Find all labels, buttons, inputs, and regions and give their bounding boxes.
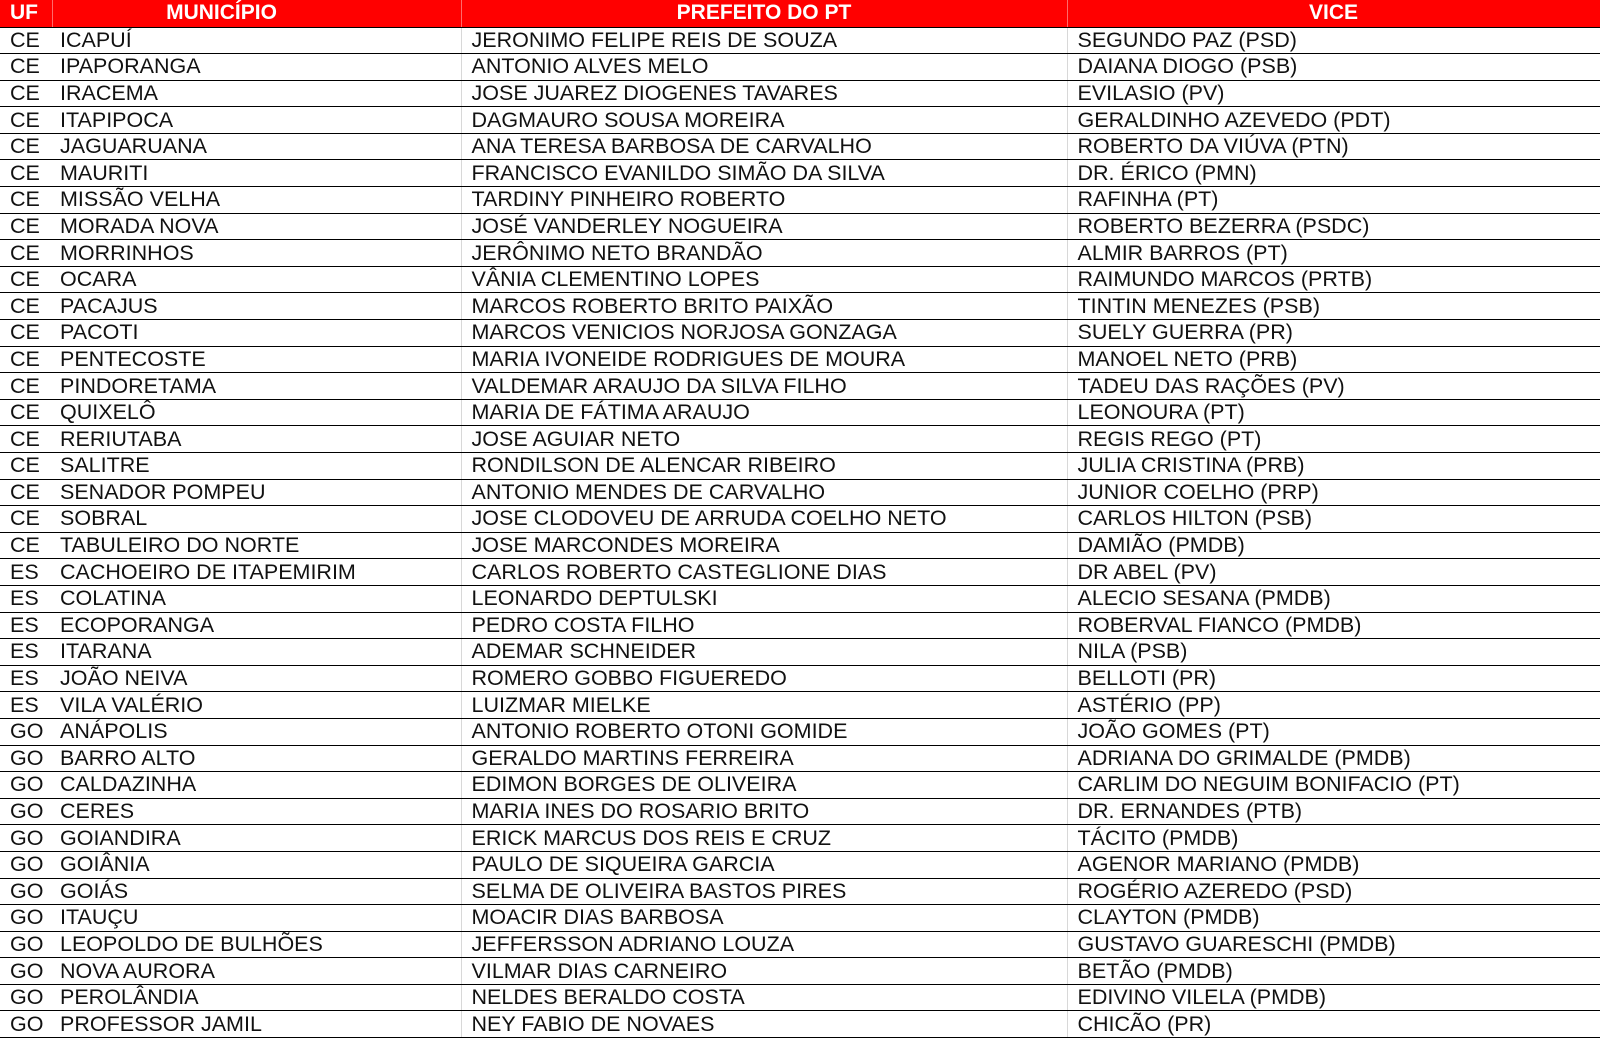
cell-uf: CE bbox=[0, 160, 52, 187]
cell-prefeito: MARIA IVONEIDE RODRIGUES DE MOURA bbox=[461, 346, 1067, 373]
table-row bbox=[0, 878, 1600, 905]
cell-prefeito: JOSE AGUIAR NETO bbox=[461, 426, 1067, 453]
table-row bbox=[0, 426, 1600, 453]
cell-vice: DR. ERNANDES (PTB) bbox=[1067, 798, 1600, 825]
cell-uf: CE bbox=[0, 27, 52, 54]
cell-vice: TÁCITO (PMDB) bbox=[1067, 825, 1600, 852]
table-body bbox=[0, 27, 1600, 1038]
table-row bbox=[0, 320, 1600, 347]
cell-uf: GO bbox=[0, 905, 52, 932]
cell-uf: CE bbox=[0, 266, 52, 293]
cell-vice: JOÃO GOMES (PT) bbox=[1067, 718, 1600, 745]
cell-uf: CE bbox=[0, 107, 52, 134]
table-row bbox=[0, 27, 1600, 54]
table-row bbox=[0, 692, 1600, 719]
cell-vice: DR. ÉRICO (PMN) bbox=[1067, 160, 1600, 187]
cell-municipio: MAURITI bbox=[52, 160, 461, 187]
table-row bbox=[0, 532, 1600, 559]
cell-vice: NILA (PSB) bbox=[1067, 639, 1600, 666]
cell-uf: GO bbox=[0, 772, 52, 799]
header-municipio: MUNICÍPIO bbox=[52, 0, 461, 27]
cell-municipio: VILA VALÉRIO bbox=[52, 692, 461, 719]
cell-vice: JULIA CRISTINA (PRB) bbox=[1067, 453, 1600, 480]
cell-prefeito: EDIMON BORGES DE OLIVEIRA bbox=[461, 772, 1067, 799]
cell-municipio: CACHOEIRO DE ITAPEMIRIM bbox=[52, 559, 461, 586]
cell-uf: GO bbox=[0, 798, 52, 825]
table-row bbox=[0, 506, 1600, 533]
table-row bbox=[0, 825, 1600, 852]
table-row bbox=[0, 187, 1600, 214]
cell-municipio: MISSÃO VELHA bbox=[52, 187, 461, 214]
table-row bbox=[0, 346, 1600, 373]
cell-prefeito: VALDEMAR ARAUJO DA SILVA FILHO bbox=[461, 373, 1067, 400]
table-row bbox=[0, 133, 1600, 160]
cell-uf: CE bbox=[0, 373, 52, 400]
cell-prefeito: JERÔNIMO NETO BRANDÃO bbox=[461, 240, 1067, 267]
cell-municipio: OCARA bbox=[52, 266, 461, 293]
cell-uf: ES bbox=[0, 585, 52, 612]
cell-prefeito: PEDRO COSTA FILHO bbox=[461, 612, 1067, 639]
cell-municipio: JAGUARUANA bbox=[52, 133, 461, 160]
cell-municipio: PEROLÂNDIA bbox=[52, 984, 461, 1011]
cell-prefeito: CARLOS ROBERTO CASTEGLIONE DIAS bbox=[461, 559, 1067, 586]
cell-prefeito: ANTONIO ROBERTO OTONI GOMIDE bbox=[461, 718, 1067, 745]
cell-uf: GO bbox=[0, 851, 52, 878]
table-row bbox=[0, 160, 1600, 187]
table-row bbox=[0, 718, 1600, 745]
cell-municipio: ANÁPOLIS bbox=[52, 718, 461, 745]
cell-prefeito: NEY FABIO DE NOVAES bbox=[461, 1011, 1067, 1038]
cell-prefeito: LEONARDO DEPTULSKI bbox=[461, 585, 1067, 612]
cell-vice: REGIS REGO (PT) bbox=[1067, 426, 1600, 453]
cell-vice: ADRIANA DO GRIMALDE (PMDB) bbox=[1067, 745, 1600, 772]
cell-uf: CE bbox=[0, 506, 52, 533]
table-row bbox=[0, 665, 1600, 692]
cell-prefeito: PAULO DE SIQUEIRA GARCIA bbox=[461, 851, 1067, 878]
table-row bbox=[0, 612, 1600, 639]
cell-prefeito: JERONIMO FELIPE REIS DE SOUZA bbox=[461, 27, 1067, 54]
table-row bbox=[0, 639, 1600, 666]
cell-municipio: GOIÂNIA bbox=[52, 851, 461, 878]
cell-prefeito: JOSE CLODOVEU DE ARRUDA COELHO NETO bbox=[461, 506, 1067, 533]
table-row bbox=[0, 798, 1600, 825]
cell-uf: ES bbox=[0, 692, 52, 719]
cell-prefeito: ERICK MARCUS DOS REIS E CRUZ bbox=[461, 825, 1067, 852]
cell-vice: ROBERVAL FIANCO (PMDB) bbox=[1067, 612, 1600, 639]
cell-prefeito: FRANCISCO EVANILDO SIMÃO DA SILVA bbox=[461, 160, 1067, 187]
cell-uf: GO bbox=[0, 745, 52, 772]
cell-uf: CE bbox=[0, 133, 52, 160]
cell-vice: BETÃO (PMDB) bbox=[1067, 958, 1600, 985]
cell-municipio: ITAPIPOCA bbox=[52, 107, 461, 134]
table-row bbox=[0, 851, 1600, 878]
cell-vice: DAMIÃO (PMDB) bbox=[1067, 532, 1600, 559]
cell-municipio: JOÃO NEIVA bbox=[52, 665, 461, 692]
cell-municipio: ITARANA bbox=[52, 639, 461, 666]
cell-prefeito: MOACIR DIAS BARBOSA bbox=[461, 905, 1067, 932]
header-uf: UF bbox=[0, 0, 52, 27]
table-row bbox=[0, 958, 1600, 985]
cell-prefeito: MARCOS ROBERTO BRITO PAIXÃO bbox=[461, 293, 1067, 320]
cell-uf: GO bbox=[0, 718, 52, 745]
cell-uf: CE bbox=[0, 187, 52, 214]
cell-municipio: PINDORETAMA bbox=[52, 373, 461, 400]
cell-uf: ES bbox=[0, 612, 52, 639]
cell-vice: EDIVINO VILELA (PMDB) bbox=[1067, 984, 1600, 1011]
table-row bbox=[0, 745, 1600, 772]
cell-municipio: LEOPOLDO DE BULHÕES bbox=[52, 931, 461, 958]
cell-uf: ES bbox=[0, 559, 52, 586]
cell-vice: GERALDINHO AZEVEDO (PDT) bbox=[1067, 107, 1600, 134]
cell-prefeito: JOSE MARCONDES MOREIRA bbox=[461, 532, 1067, 559]
cell-prefeito: DAGMAURO SOUSA MOREIRA bbox=[461, 107, 1067, 134]
cell-vice: CARLIM DO NEGUIM BONIFACIO (PT) bbox=[1067, 772, 1600, 799]
cell-municipio: CERES bbox=[52, 798, 461, 825]
cell-vice: CHICÃO (PR) bbox=[1067, 1011, 1600, 1038]
cell-vice: BELLOTI (PR) bbox=[1067, 665, 1600, 692]
cell-municipio: QUIXELÔ bbox=[52, 399, 461, 426]
cell-municipio: PENTECOSTE bbox=[52, 346, 461, 373]
cell-vice: ROGÉRIO AZEREDO (PSD) bbox=[1067, 878, 1600, 905]
cell-vice: EVILASIO (PV) bbox=[1067, 80, 1600, 107]
cell-vice: MANOEL NETO (PRB) bbox=[1067, 346, 1600, 373]
cell-prefeito: TARDINY PINHEIRO ROBERTO bbox=[461, 187, 1067, 214]
cell-prefeito: VÂNIA CLEMENTINO LOPES bbox=[461, 266, 1067, 293]
header-prefeito: PREFEITO DO PT bbox=[461, 0, 1067, 27]
cell-prefeito: ANA TERESA BARBOSA DE CARVALHO bbox=[461, 133, 1067, 160]
cell-municipio: SOBRAL bbox=[52, 506, 461, 533]
cell-uf: GO bbox=[0, 1011, 52, 1038]
table-row bbox=[0, 1011, 1600, 1038]
table-row bbox=[0, 266, 1600, 293]
cell-vice: GUSTAVO GUARESCHI (PMDB) bbox=[1067, 931, 1600, 958]
cell-municipio: ICAPUÍ bbox=[52, 27, 461, 54]
table-row bbox=[0, 373, 1600, 400]
table-row bbox=[0, 453, 1600, 480]
cell-vice: SEGUNDO PAZ (PSD) bbox=[1067, 27, 1600, 54]
table-row bbox=[0, 905, 1600, 932]
cell-prefeito: ROMERO GOBBO FIGUEREDO bbox=[461, 665, 1067, 692]
cell-municipio: MORADA NOVA bbox=[52, 213, 461, 240]
cell-prefeito: LUIZMAR MIELKE bbox=[461, 692, 1067, 719]
cell-vice: JUNIOR COELHO (PRP) bbox=[1067, 479, 1600, 506]
cell-vice: ROBERTO DA VIÚVA (PTN) bbox=[1067, 133, 1600, 160]
cell-municipio: IRACEMA bbox=[52, 80, 461, 107]
cell-prefeito: ADEMAR SCHNEIDER bbox=[461, 639, 1067, 666]
cell-vice: CLAYTON (PMDB) bbox=[1067, 905, 1600, 932]
cell-uf: CE bbox=[0, 479, 52, 506]
cell-uf: CE bbox=[0, 320, 52, 347]
cell-uf: CE bbox=[0, 293, 52, 320]
cell-municipio: TABULEIRO DO NORTE bbox=[52, 532, 461, 559]
cell-prefeito: MARIA DE FÁTIMA ARAUJO bbox=[461, 399, 1067, 426]
table-row bbox=[0, 293, 1600, 320]
cell-prefeito: ANTONIO ALVES MELO bbox=[461, 54, 1067, 81]
header-row bbox=[0, 0, 1600, 27]
table-row bbox=[0, 585, 1600, 612]
cell-municipio: ECOPORANGA bbox=[52, 612, 461, 639]
cell-vice: LEONOURA (PT) bbox=[1067, 399, 1600, 426]
cell-uf: CE bbox=[0, 54, 52, 81]
cell-municipio: RERIUTABA bbox=[52, 426, 461, 453]
cell-prefeito: VILMAR DIAS CARNEIRO bbox=[461, 958, 1067, 985]
cell-prefeito: JOSÉ VANDERLEY NOGUEIRA bbox=[461, 213, 1067, 240]
cell-uf: ES bbox=[0, 665, 52, 692]
cell-uf: GO bbox=[0, 878, 52, 905]
cell-municipio: SENADOR POMPEU bbox=[52, 479, 461, 506]
cell-uf: ES bbox=[0, 639, 52, 666]
cell-vice: ALECIO SESANA (PMDB) bbox=[1067, 585, 1600, 612]
cell-vice: TINTIN MENEZES (PSB) bbox=[1067, 293, 1600, 320]
table-row bbox=[0, 399, 1600, 426]
cell-uf: CE bbox=[0, 532, 52, 559]
cell-uf: GO bbox=[0, 958, 52, 985]
header-vice: VICE bbox=[1067, 0, 1600, 27]
cell-prefeito: RONDILSON DE ALENCAR RIBEIRO bbox=[461, 453, 1067, 480]
cell-municipio: COLATINA bbox=[52, 585, 461, 612]
cell-vice: RAFINHA (PT) bbox=[1067, 187, 1600, 214]
table-row bbox=[0, 772, 1600, 799]
cell-prefeito: JEFFERSSON ADRIANO LOUZA bbox=[461, 931, 1067, 958]
cell-municipio: PACAJUS bbox=[52, 293, 461, 320]
cell-municipio: NOVA AURORA bbox=[52, 958, 461, 985]
cell-prefeito: NELDES BERALDO COSTA bbox=[461, 984, 1067, 1011]
cell-municipio: GOIÁS bbox=[52, 878, 461, 905]
table-row bbox=[0, 213, 1600, 240]
cell-municipio: CALDAZINHA bbox=[52, 772, 461, 799]
cell-vice: CARLOS HILTON (PSB) bbox=[1067, 506, 1600, 533]
cell-municipio: ITAUÇU bbox=[52, 905, 461, 932]
cell-uf: CE bbox=[0, 453, 52, 480]
cell-vice: ASTÉRIO (PP) bbox=[1067, 692, 1600, 719]
cell-uf: CE bbox=[0, 399, 52, 426]
cell-municipio: SALITRE bbox=[52, 453, 461, 480]
cell-vice: ALMIR BARROS (PT) bbox=[1067, 240, 1600, 267]
table-row bbox=[0, 479, 1600, 506]
table-row bbox=[0, 80, 1600, 107]
cell-uf: CE bbox=[0, 240, 52, 267]
cell-municipio: BARRO ALTO bbox=[52, 745, 461, 772]
cell-prefeito: MARIA INES DO ROSARIO BRITO bbox=[461, 798, 1067, 825]
cell-uf: CE bbox=[0, 213, 52, 240]
cell-vice: SUELY GUERRA (PR) bbox=[1067, 320, 1600, 347]
cell-prefeito: GERALDO MARTINS FERREIRA bbox=[461, 745, 1067, 772]
table-row bbox=[0, 240, 1600, 267]
cell-uf: GO bbox=[0, 984, 52, 1011]
cell-municipio: IPAPORANGA bbox=[52, 54, 461, 81]
cell-prefeito: ANTONIO MENDES DE CARVALHO bbox=[461, 479, 1067, 506]
table-row bbox=[0, 54, 1600, 81]
cell-uf: CE bbox=[0, 426, 52, 453]
cell-vice: TADEU DAS RAÇÕES (PV) bbox=[1067, 373, 1600, 400]
cell-uf: GO bbox=[0, 931, 52, 958]
table-row bbox=[0, 559, 1600, 586]
cell-vice: AGENOR MARIANO (PMDB) bbox=[1067, 851, 1600, 878]
cell-vice: DAIANA DIOGO (PSB) bbox=[1067, 54, 1600, 81]
cell-vice: ROBERTO BEZERRA (PSDC) bbox=[1067, 213, 1600, 240]
cell-vice: DR ABEL (PV) bbox=[1067, 559, 1600, 586]
table-row bbox=[0, 984, 1600, 1011]
table-row bbox=[0, 931, 1600, 958]
table-header bbox=[0, 0, 1600, 27]
cell-prefeito: MARCOS VENICIOS NORJOSA GONZAGA bbox=[461, 320, 1067, 347]
cell-vice: RAIMUNDO MARCOS (PRTB) bbox=[1067, 266, 1600, 293]
cell-prefeito: JOSE JUAREZ DIOGENES TAVARES bbox=[461, 80, 1067, 107]
table-row bbox=[0, 107, 1600, 134]
cell-uf: CE bbox=[0, 80, 52, 107]
cell-municipio: PROFESSOR JAMIL bbox=[52, 1011, 461, 1038]
cell-prefeito: SELMA DE OLIVEIRA BASTOS PIRES bbox=[461, 878, 1067, 905]
cell-uf: GO bbox=[0, 825, 52, 852]
cell-municipio: MORRINHOS bbox=[52, 240, 461, 267]
cell-municipio: GOIANDIRA bbox=[52, 825, 461, 852]
cell-municipio: PACOTI bbox=[52, 320, 461, 347]
cell-uf: CE bbox=[0, 346, 52, 373]
